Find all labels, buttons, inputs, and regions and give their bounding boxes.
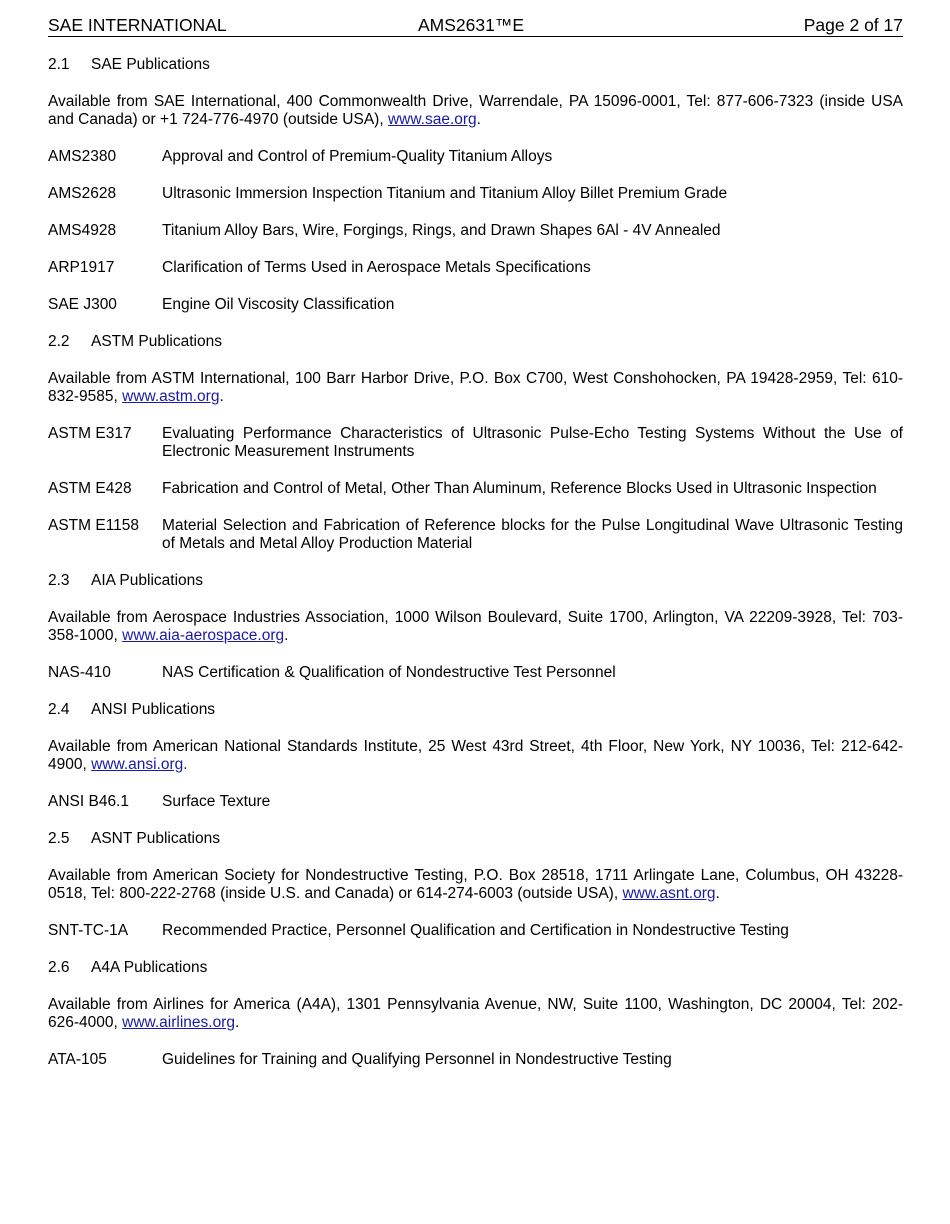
availability-text: Available from American National Standards Institute, 25 West 43rd Street, 4th Floor, New York, NY 10036, Tel: 212-642-4900,	[48, 738, 903, 773]
reference-entry	[48, 425, 903, 461]
availability-paragraph	[48, 867, 903, 903]
reference-entry	[48, 148, 903, 166]
section-title: ANSI Publications	[91, 701, 216, 718]
availability-text: Available from American Society for Nondestructive Testing, P.O. Box 28518, 1711 Arlingate Lane, Columbus, OH 43228-0518, Tel: 800-222-2768 (inside U.S. and Canada) or 614-274-6003 (outside USA),	[48, 867, 903, 902]
section-title: ASTM Publications	[91, 333, 222, 350]
reference-code: AMS2628	[48, 185, 117, 202]
reference-title: Recommended Practice, Personnel Qualification and Certification in Nondestructive Testing	[162, 922, 789, 939]
reference-title: Ultrasonic Immersion Inspection Titanium and Titanium Alloy Billet Premium Grade	[162, 185, 728, 202]
reference-entry	[48, 664, 903, 682]
header-document-number: AMS2631™E	[418, 15, 525, 35]
section-heading	[48, 572, 903, 590]
header-organization: SAE INTERNATIONAL	[48, 15, 227, 35]
reference-entry	[48, 185, 903, 203]
availability-suffix: .	[183, 756, 188, 773]
reference-title: Evaluating Performance Characteristics of Ultrasonic Pulse-Echo Testing Systems Without the Use of Electronic Measurement Instruments	[162, 425, 903, 460]
reference-entry	[48, 222, 903, 240]
header-page-number: Page 2 of 17	[803, 15, 903, 35]
website-link[interactable]: www.sae.org	[387, 111, 477, 128]
reference-entry	[48, 793, 903, 811]
reference-entry	[48, 480, 903, 498]
availability-text: Available from Airlines for America (A4A), 1301 Pennsylvania Avenue, NW, Suite 1100, Washington, DC 20004, Tel: 202-626-4000,	[48, 996, 903, 1031]
website-link[interactable]: www.airlines.org	[122, 1014, 235, 1031]
website-link[interactable]: www.ansi.org	[91, 756, 184, 773]
reference-code: ASTM E428	[48, 480, 132, 497]
availability-suffix: .	[476, 111, 481, 128]
reference-entry	[48, 517, 903, 553]
section-heading	[48, 959, 903, 977]
section-heading	[48, 56, 903, 74]
availability-text: Available from ASTM International, 100 Barr Harbor Drive, P.O. Box C700, West Conshohocken, PA 19428-2959, Tel: 610-832-9585,	[48, 370, 903, 405]
section-title: SAE Publications	[91, 56, 210, 73]
section-number: 2.5	[48, 830, 70, 847]
reference-title: Engine Oil Viscosity Classification	[162, 296, 395, 313]
availability-paragraph	[48, 609, 903, 645]
reference-entry	[48, 259, 903, 277]
section-heading	[48, 701, 903, 719]
reference-title: Approval and Control of Premium-Quality Titanium Alloys	[162, 148, 553, 165]
availability-suffix: .	[234, 1014, 240, 1031]
availability-suffix: .	[219, 388, 224, 405]
reference-code: ARP1917	[48, 259, 115, 276]
section-number: 2.4	[48, 701, 70, 718]
availability-paragraph	[48, 370, 903, 406]
availability-text: Available from SAE International, 400 Commonwealth Drive, Warrendale, PA 15096-0001, Tel: 877-606-7323 (inside USA and Canada) or +1 724-776-4970 (outside USA),	[48, 93, 903, 128]
section-title: AIA Publications	[91, 572, 204, 589]
section-title: A4A Publications	[91, 959, 208, 976]
website-link[interactable]: www.aia-aerospace.org	[122, 627, 285, 644]
website-link[interactable]: www.asnt.org	[622, 885, 716, 902]
reference-title: Material Selection and Fabrication of Reference blocks for the Pulse Longitudinal Wave Ultrasonic Testing of Metals and Metal Alloy Production Material	[162, 517, 903, 552]
availability-text: Available from Aerospace Industries Association, 1000 Wilson Boulevard, Suite 1700, Arlington, VA 22209-3928, Tel: 703-358-1000,	[48, 609, 903, 644]
document-body	[48, 56, 903, 1088]
reference-title: Clarification of Terms Used in Aerospace Metals Specifications	[162, 259, 591, 276]
section-number: 2.2	[48, 333, 70, 350]
reference-code: AMS2380	[48, 148, 117, 165]
reference-code: ASTM E1158	[48, 517, 140, 534]
availability-suffix: .	[284, 627, 289, 644]
reference-title: NAS Certification & Qualification of Nondestructive Test Personnel	[162, 664, 616, 681]
reference-code: ATA-105	[48, 1051, 107, 1068]
website-link[interactable]: www.astm.org	[122, 388, 220, 405]
reference-code: ASTM E317	[48, 425, 132, 442]
reference-code: SAE J300	[48, 296, 117, 313]
reference-entry	[48, 296, 903, 314]
availability-paragraph	[48, 738, 903, 774]
section-number: 2.1	[48, 56, 70, 73]
page-header	[48, 16, 903, 37]
reference-code: SNT-TC-1A	[48, 922, 129, 939]
section-heading	[48, 333, 903, 351]
reference-entry	[48, 922, 903, 940]
section-title: ASNT Publications	[91, 830, 220, 847]
reference-code: ANSI B46.1	[48, 793, 129, 810]
section-number: 2.6	[48, 959, 70, 976]
reference-title: Titanium Alloy Bars, Wire, Forgings, Rings, and Drawn Shapes 6Al - 4V Annealed	[162, 222, 721, 239]
section-heading	[48, 830, 903, 848]
reference-entry	[48, 1051, 903, 1069]
availability-paragraph	[48, 996, 903, 1032]
reference-title: Surface Texture	[162, 793, 271, 810]
reference-title: Fabrication and Control of Metal, Other Than Aluminum, Reference Blocks Used in Ultrasonic Inspection	[162, 480, 877, 497]
section-number: 2.3	[48, 572, 70, 589]
reference-title: Guidelines for Training and Qualifying Personnel in Nondestructive Testing	[162, 1051, 672, 1068]
availability-suffix: .	[715, 885, 720, 902]
availability-paragraph	[48, 93, 903, 129]
reference-code: AMS4928	[48, 222, 117, 239]
reference-code: NAS-410	[48, 664, 111, 681]
